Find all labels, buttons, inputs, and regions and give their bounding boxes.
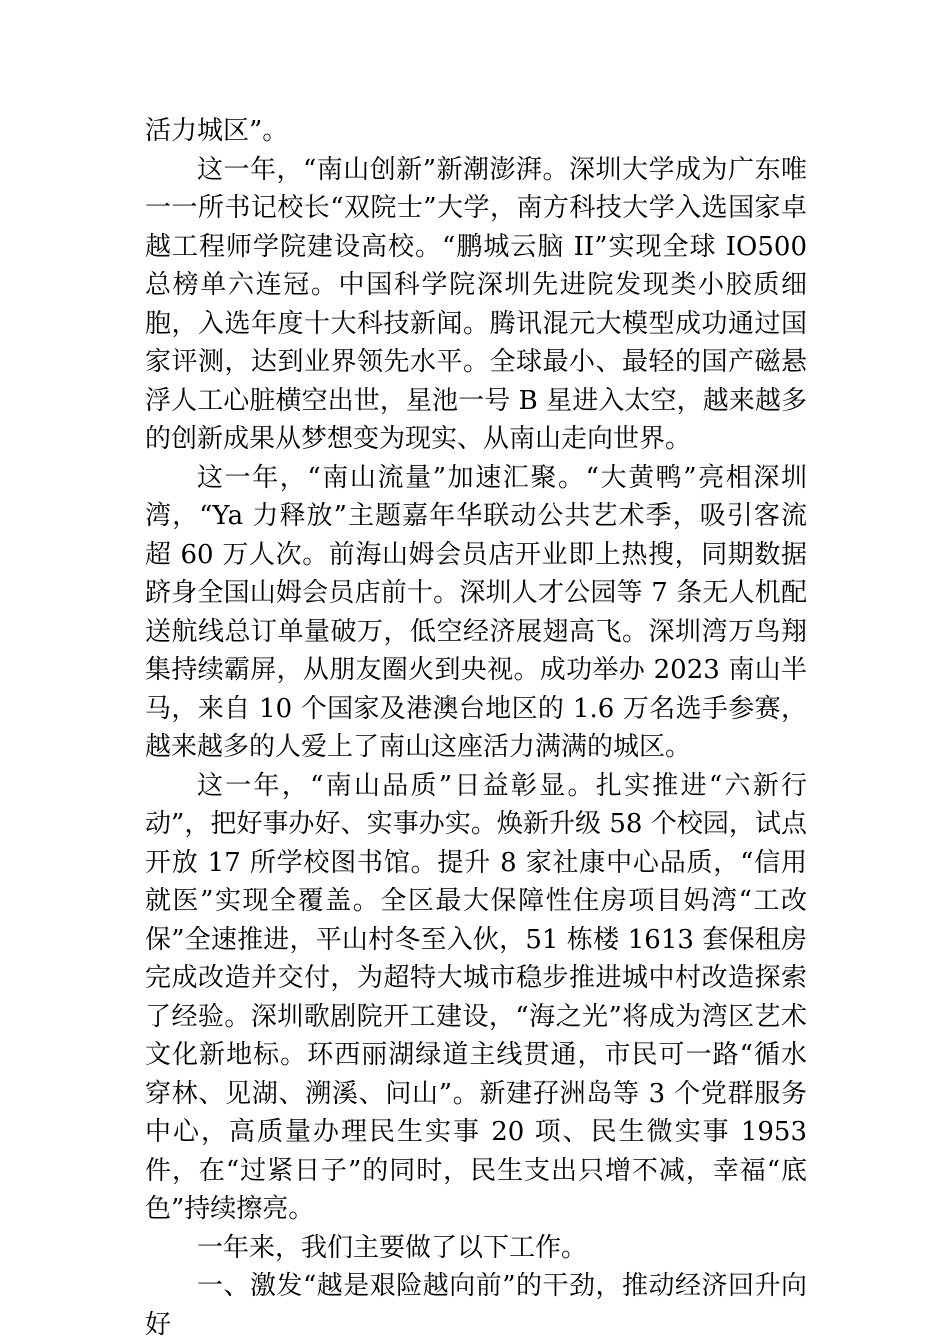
document-page [145,112,807,1344]
paragraph-traffic: 这一年，“南山流量”加速汇聚。“大黄鸭”亮相深圳湾，“Ya 力释放”主题嘉年华联动公共艺术季，吸引客流超 60 万人次。前海山姆会员店开业即上热搜，同期数据跻身全国山姆会员店前十。深圳人才公园等 7 条无人机配送航线总订单量破万，低空经济展翅高飞。深圳湾万鸟翔集持续霸屏，从朋友圈火到央视。成功举办 2023 南山半马，来自 10 个国家及港澳台地区的 1.6 万名选手参赛，越来越多的人爱上了南山这座活力满满的城区。 [145,462,807,762]
continued-paragraph: 活力城区”。 [145,116,289,146]
paragraph-quality: 这一年，“南山品质”日益彰显。扎实推进“六新行动”，把好事办好、实事办实。焕新升级 58 个校园，试点开放 17 所学校图书馆。提升 8 家社康中心品质，“信用就医”实现全覆盖。全区最大保障性住房项目妈湾“工改保”全速推进，平山村冬至入伙，51 栋楼 1613 套保租房完成改造并交付，为超特大城市稳步推进城中村改造探索了经验。深圳歌剧院开工建设，“海之光”将成为湾区艺术文化新地标。环西丽湖绿道主线贯通，市民可一路“循水穿林、见湖、溯溪、问山”。新建孖洲岛等 3 个党群服务中心，高质量办理民生实事 20 项、民生微实事 1953 件，在“过紧日子”的同时，民生支出只增不减，幸福“底色”持续擦亮。 [145,770,807,1224]
paragraph-innovation: 这一年，“南山创新”新潮澎湃。深圳大学成为广东唯一一所书记校长“双院士”大学，南方科技大学入选国家卓越工程师学院建设高校。“鹏城云脑 II”实现全球 IO500 总榜单六连冠。中国科学院深圳先进院发现类小胶质细胞，入选年度十大科技新闻。腾讯混元大模型成功通过国家评测，达到业界领先水平。全球最小、最轻的国产磁悬浮人工心脏横空出世，星池一号 B 星进入太空，越来越多的创新成果从梦想变为现实、从南山走向世界。 [145,154,807,454]
paragraph-summary: 一年来，我们主要做了以下工作。 [197,1232,588,1263]
section-heading: 一、激发“越是艰险越向前”的干劲，推动经济回升向好 [145,1271,807,1340]
